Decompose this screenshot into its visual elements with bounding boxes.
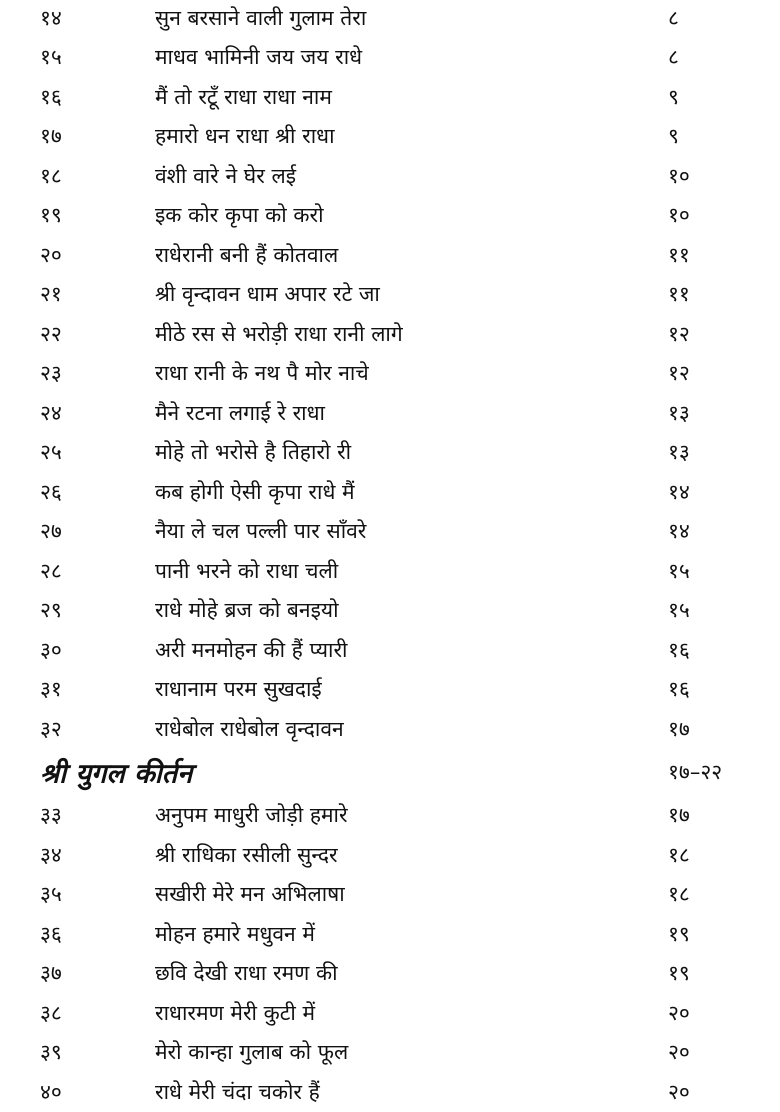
entry-title: इक कोर कृपा को करो (155, 203, 324, 228)
entry-number: १८ (40, 163, 62, 188)
entry-number: २५ (40, 440, 62, 465)
entry-page: २० (668, 1000, 690, 1025)
toc-entry (0, 709, 780, 749)
entry-number: १५ (40, 45, 62, 70)
entry-page: १५ (668, 558, 690, 583)
entry-page: १२ (668, 321, 690, 346)
entry-number: ३८ (40, 1000, 62, 1025)
entry-title: मैं तो रटूँ राधा राधा नाम (155, 84, 332, 109)
entry-number: ४० (40, 1079, 62, 1104)
entry-page: १७ (668, 716, 690, 741)
section-heading (0, 749, 780, 796)
entry-number: १९ (40, 203, 62, 228)
toc-entry (0, 1033, 780, 1073)
entry-page: १३ (668, 440, 690, 465)
entry-page: ८ (668, 5, 679, 30)
entry-page: १६ (668, 637, 690, 662)
toc-entry (0, 512, 780, 552)
toc-entry (0, 875, 780, 915)
entry-title: पानी भरने को राधा चली (155, 558, 339, 583)
toc-entry (0, 0, 780, 38)
entry-title: कब होगी ऐसी कृपा राधे मैं (155, 479, 355, 504)
section-page-range: १७–२२ (668, 760, 723, 784)
toc-entry (0, 156, 780, 196)
entry-page: १७ (668, 803, 690, 828)
entry-title: मीठे रस से भरोड़ी राधा रानी लागे (155, 321, 403, 346)
entry-title: नैया ले चल पल्ली पार साँवरे (155, 519, 367, 544)
entry-number: २९ (40, 598, 62, 623)
entry-number: ३७ (40, 961, 62, 986)
entry-page: ११ (668, 242, 690, 267)
entry-number: २० (40, 242, 62, 267)
toc-entry (0, 275, 780, 315)
entry-title: राधेरानी बनी हैं कोतवाल (155, 242, 339, 267)
entry-number: ३२ (40, 716, 62, 741)
entry-title: राधे मोहे ब्रज को बनइयो (155, 598, 339, 623)
toc-entry (0, 354, 780, 394)
entry-title: मेरो कान्हा गुलाब को फूल (155, 1040, 349, 1065)
entry-title: मैने रटना लगाई रे राधा (155, 400, 325, 425)
entry-page: ८ (668, 45, 679, 70)
entry-title: राधे मेरी चंदा चकोर हैं (155, 1079, 320, 1104)
toc-entry (0, 954, 780, 994)
entry-number: २८ (40, 558, 62, 583)
toc-entry (0, 472, 780, 512)
entry-title: अनुपम माधुरी जोड़ी हमारे (155, 803, 348, 828)
entry-page: १६ (668, 677, 690, 702)
entry-page: १० (668, 163, 690, 188)
entry-title: राधानाम परम सुखदाई (155, 677, 322, 702)
entry-page: २० (668, 1079, 690, 1104)
entry-title: मोहे तो भरोसे है तिहारो री (155, 440, 352, 465)
entry-title: हमारो धन राधा श्री राधा (155, 124, 335, 149)
toc-entry (0, 914, 780, 954)
toc-entry (0, 796, 780, 836)
entry-page: ९ (668, 84, 679, 109)
entry-number: ३३ (40, 803, 62, 828)
entry-page: १९ (668, 921, 690, 946)
section-title: श्री युगल कीर्तन (40, 758, 193, 790)
entry-title: श्री राधिका रसीली सुन्दर (155, 842, 338, 867)
toc-entry (0, 314, 780, 354)
entry-number: २४ (40, 400, 62, 425)
entry-title: सुन बरसाने वाली गुलाम तेरा (155, 5, 367, 30)
entry-number: २१ (40, 282, 62, 307)
entry-page: १२ (668, 361, 690, 386)
toc-entry (0, 117, 780, 157)
entry-title: श्री वृन्दावन धाम अपार रटे जा (155, 282, 380, 307)
entry-number: ३६ (40, 921, 62, 946)
entry-title: अरी मनमोहन की हैं प्यारी (155, 637, 348, 662)
entry-title: राधेबोल राधेबोल वृन्दावन (155, 716, 344, 741)
toc-entry (0, 835, 780, 875)
entry-number: ३९ (40, 1040, 62, 1065)
toc-entry (0, 235, 780, 275)
entry-page: ११ (668, 282, 690, 307)
entry-page: १९ (668, 961, 690, 986)
toc-entry (0, 630, 780, 670)
entry-title: वंशी वारे ने घेर लई (155, 163, 297, 188)
entry-number: २७ (40, 519, 62, 544)
toc-entry (0, 77, 780, 117)
toc-entry (0, 393, 780, 433)
entry-number: १७ (40, 124, 62, 149)
entry-number: २३ (40, 361, 62, 386)
entry-number: ३४ (40, 842, 62, 867)
entry-number: २२ (40, 321, 62, 346)
entry-number: २६ (40, 479, 62, 504)
entry-number: ३५ (40, 882, 62, 907)
toc-entry (0, 196, 780, 236)
entry-page: १५ (668, 598, 690, 623)
toc-entry (0, 1072, 780, 1112)
entry-title: मोहन हमारे मधुवन में (155, 921, 315, 946)
entry-page: १४ (668, 479, 690, 504)
entry-page: १३ (668, 400, 690, 425)
toc-entry (0, 670, 780, 710)
entry-title: सखीरी मेरे मन अभिलाषा (155, 882, 345, 907)
entry-title: राधा रानी के नथ पै मोर नाचे (155, 361, 369, 386)
entry-title: छवि देखी राधा रमण की (155, 961, 338, 986)
entry-page: २० (668, 1040, 690, 1065)
toc-entry (0, 38, 780, 78)
toc-entry (0, 551, 780, 591)
entry-number: १४ (40, 5, 62, 30)
entry-number: ३१ (40, 677, 62, 702)
entry-number: १६ (40, 84, 62, 109)
toc-entry (0, 433, 780, 473)
entry-page: १८ (668, 882, 690, 907)
entry-page: ९ (668, 124, 679, 149)
toc-entry (0, 993, 780, 1033)
entry-title: माधव भामिनी जय जय राधे (155, 45, 363, 70)
entry-number: ३० (40, 637, 62, 662)
entry-title: राधारमण मेरी कुटी में (155, 1000, 316, 1025)
entry-page: १० (668, 203, 690, 228)
toc-entry (0, 591, 780, 631)
entry-page: १४ (668, 519, 690, 544)
entry-page: १८ (668, 842, 690, 867)
